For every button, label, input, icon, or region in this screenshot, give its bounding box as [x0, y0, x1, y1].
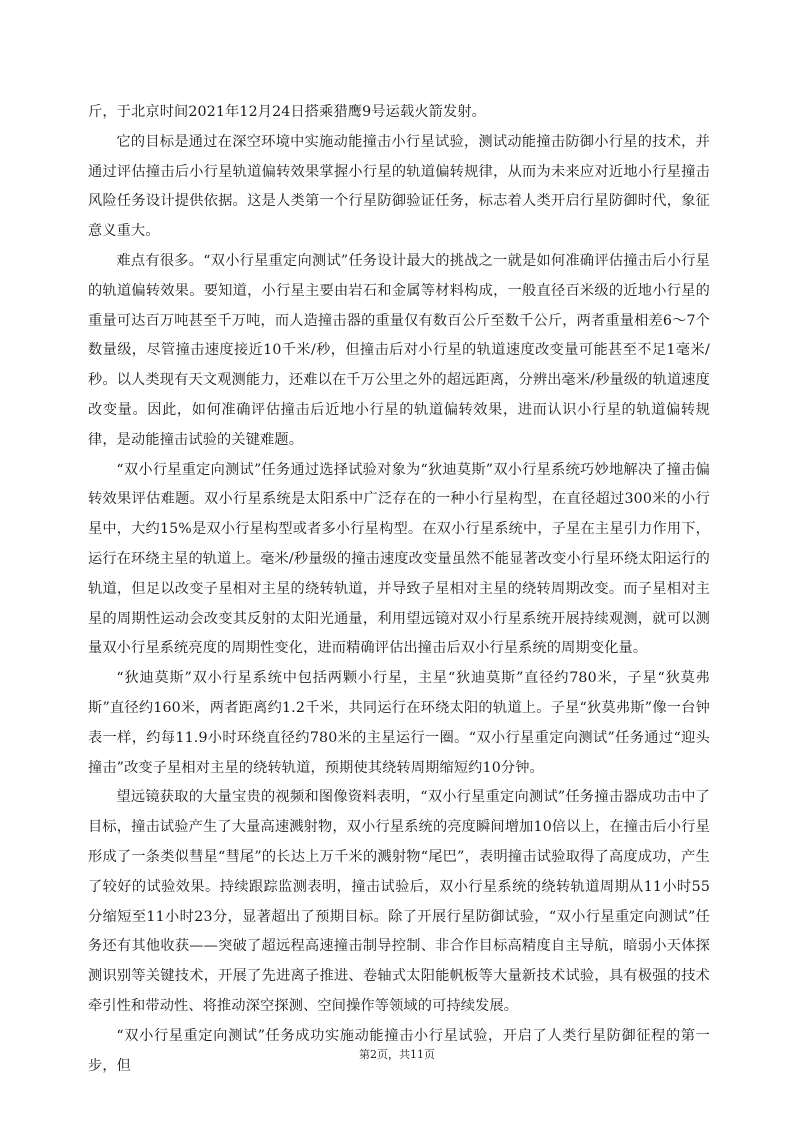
paragraph-continuation: 斤，于北京时间2021年12月24日搭乘猎鹰9号运载火箭发射。	[88, 104, 487, 120]
document-body	[88, 98, 710, 1081]
paragraph-results: 望远镜获取的大量宝贵的视频和图像资料表明，“双小行星重定向测试”任务撞击器成功击中了目标，撞击试验产生了大量高速溅射物，双小行星系统的亮度瞬间增加10倍以上，在撞击后小行星形成了一条类似彗星“彗尾”的长达上万千米的溅射物“尾巴”，表明撞击试验取得了高度成功，产生了较好的试验效果。持续跟踪监测表明，撞击试验后，双小行星系统的绕转轨道周期从11小时55分缩短至11小时23分，显著超出了预期目标。除了开展行星防御试验，“双小行星重定向测试”任务还有其他收获——突破了超远程高速撞击制导控制、非合作目标高精度自主导航，暗弱小天体探测识别等关键技术，开展了先进离子推进、卷轴式太阳能帆板等大量新技术试验，具有极强的技术牵引性和带动性、将推动深空探测、空间操作等领域的可持续发展。	[88, 789, 710, 1014]
paragraph-mission-goal: 它的目标是通过在深空环境中实施动能撞击小行星试验，测试动能撞击防御小行星的技术，并通过评估撞击后小行星轨道偏转效果掌握小行星的轨道偏转规律，从而为未来应对近地小行星撞击风险任务设计提供依据。这是人类第一个行星防御验证任务，标志着人类开启行星防御时代，象征意义重大。	[88, 133, 710, 240]
paragraph-difficulty: 难点有很多。“双小行星重定向测试”任务设计最大的挑战之一就是如何准确评估撞击后小行星的轨道偏转效果。要知道，小行星主要由岩石和金属等材料构成，一般直径百米级的近地小行星的重量可达百万吨甚至千万吨，而人造撞击器的重量仅有数百公斤至数千公斤，两者重量相差6～7个数量级，尽管撞击速度接近10千米/秒，但撞击后对小行星的轨道速度改变量可能甚至不足1毫米/秒。以人类现有天文观测能力，还难以在千万公里之外的超远距离，分辨出毫米/秒量级的轨道速度改变量。因此，如何准确评估撞击后近地小行星的轨道偏转效果，进而认识小行星的轨道偏转规律，是动能撞击试验的关键难题。	[88, 252, 710, 448]
paragraph-conclusion: “双小行星重定向测试”任务成功实施动能撞击小行星试验，开启了人类行星防御征程的第一步，但	[88, 1027, 710, 1074]
page-number-footer: 第2页，共11页	[359, 1048, 435, 1061]
paragraph-didymos: “狄迪莫斯”双小行星系统中包括两颗小行星，主星“狄迪莫斯”直径约780米，子星“狄莫弗斯”直径约160米，两者距离约1.2千米，共同运行在环绕太阳的轨道上。子星“狄莫弗斯”像一台钟表一样，约每11.9小时环绕直径约780米的主星运行一圈。“双小行星重定向测试”任务通过“迎头撞击”改变子星相对主星的绕转轨道，预期使其绕转周期缩短约10分钟。	[88, 670, 710, 776]
paragraph-binary-system: “双小行星重定向测试”任务通过选择试验对象为“狄迪莫斯”双小行星系统巧妙地解决了撞击偏转效果评估难题。双小行星系统是太阳系中广泛存在的一种小行星构型，在直径超过300米的小行星中，大约15%是双小行星构型或者多小行星构型。在双小行星系统中，子星在主星引力作用下，运行在环绕主星的轨道上。毫米/秒量级的撞击速度改变量虽然不能显著改变小行星环绕太阳运行的轨道，但足以改变子星相对主星的绕转轨道，并导致子星相对主星的绕转周期改变。而子星相对主星的周期性运动会改变其反射的太阳光通量，利用望远镜对双小行星系统开展持续观测，就可以测量双小行星系统亮度的周期性变化，进而精确评估出撞击后双小行星系统的周期变化量。	[88, 461, 710, 657]
